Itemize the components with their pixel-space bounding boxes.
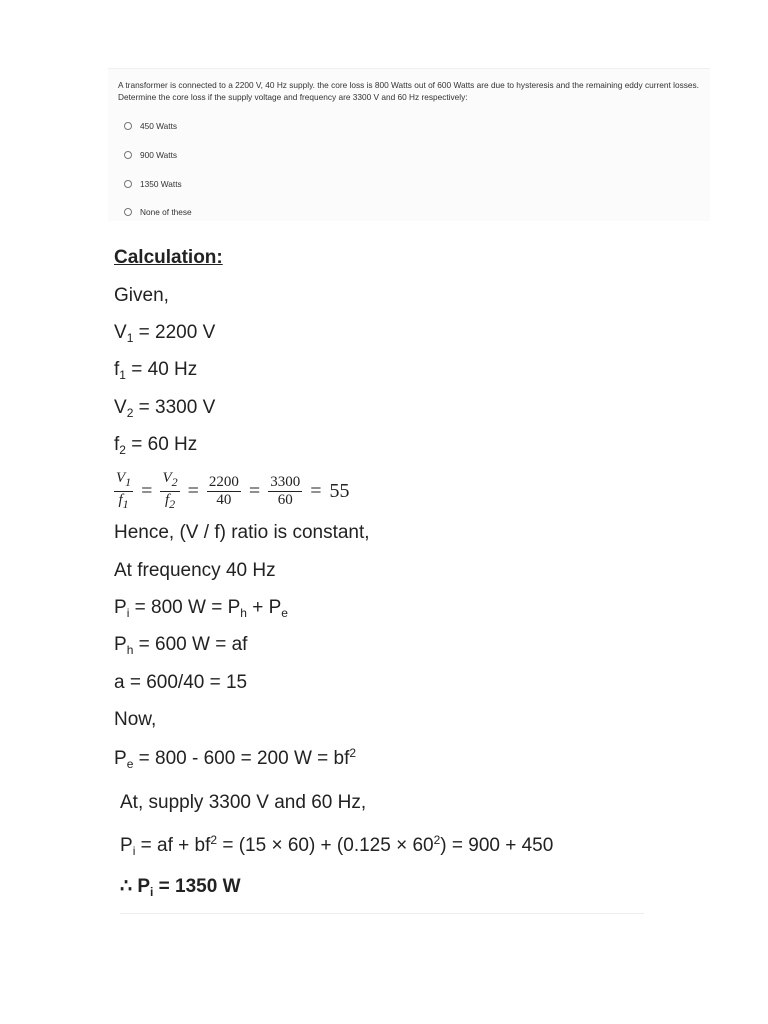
fraction-3300-60: $\frac{3300}{60}$ <box>270 474 301 508</box>
f1-line: $f_1 = 40$ Hz <box>114 359 198 382</box>
option-4[interactable] <box>124 207 192 217</box>
at-frequency-line: At frequency 40 Hz <box>114 560 276 581</box>
v1-line: $V_1 = 2200$ V <box>114 322 216 345</box>
option-label: 450 Watts <box>140 121 178 131</box>
radio-button[interactable] <box>124 180 132 188</box>
radio-button[interactable] <box>124 208 132 216</box>
ratio-equation: $\frac{V_1}{f_1}$ = $\frac{V_2}{f_2}$ = $\frac{2200}{40}$ = $\frac{3300}{60}$ = 55 <box>116 470 350 511</box>
radio-button[interactable] <box>124 122 132 130</box>
option-2[interactable] <box>124 150 177 160</box>
option-3[interactable] <box>124 179 182 189</box>
option-label: 1350 Watts <box>140 179 182 189</box>
given-label: Given, <box>114 285 169 306</box>
question-text: A transformer is connected to a 2200 V, 40 Hz supply. the core loss is 800 Watts out of 600 Watts are due to hysteresis and the remaining eddy current losses. Determine the core loss if the supply voltage and frequency are 3300 V and 60 Hz respectively: <box>118 80 699 102</box>
question-card <box>108 68 710 221</box>
fraction-v2-f2: $\frac{V_2}{f_2}$ <box>162 470 178 511</box>
radio-button[interactable] <box>124 151 132 159</box>
fraction-2200-40: $\frac{2200}{40}$ <box>208 474 239 508</box>
pi-calc-line: $P_i$ = af + $bf^2 = (15 \times 60) + (0.125 \times 60^2) = 900 + 450$ <box>120 833 554 858</box>
f2-line: $f_2 = 60$ Hz <box>114 434 198 457</box>
hence-line: Hence, (V / f) ratio is constant, <box>114 522 370 543</box>
divider <box>120 913 644 914</box>
calculation-heading: Calculation: <box>114 247 223 268</box>
a-line: a = 600/40 = 15 <box>114 672 248 693</box>
option-label: 900 Watts <box>140 150 178 160</box>
now-line: Now, <box>114 709 157 730</box>
option-1[interactable] <box>124 121 177 131</box>
ratio-result: 55 <box>329 480 350 502</box>
option-label: None of these <box>140 207 192 217</box>
at-supply-line: At, supply 3300 V and 60 Hz, <box>120 792 367 813</box>
fraction-v1-f1: $\frac{V_1}{f_1}$ <box>116 470 132 511</box>
pe-line: $P_e = 800 - 600 = 200$ $W = bf^2$ <box>114 746 357 771</box>
final-answer: ∴ $P_i = 1350$ W <box>120 876 241 899</box>
pi-line: $P_i = 800$ $W = P_h + P_e$ <box>114 597 288 620</box>
ph-line: $P_h = 600$ W = af <box>114 634 248 657</box>
v2-line: $V_2 = 3300$ V <box>114 397 216 420</box>
